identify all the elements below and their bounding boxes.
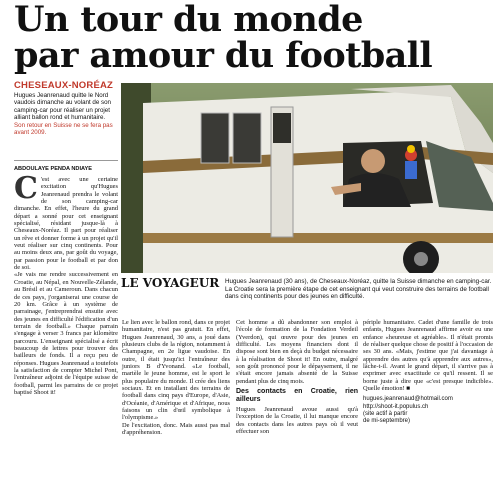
website-note: (site actif à partir — [363, 410, 408, 417]
paragraph: De l'excitation, donc. Mais aussi pas mal d'appréhension. — [122, 421, 230, 437]
website-link[interactable]: http://shoot-it.populus.ch — [363, 403, 429, 410]
contact-info — [363, 396, 493, 425]
email-link[interactable]: hugues.jeanrenaud@hotmail.com — [363, 396, 453, 403]
byline: ABDOULAYE PENDA NDIAYE — [14, 166, 93, 172]
lead-return-note: Son retour en Suisse ne se fera pas avant 2009. — [14, 121, 113, 137]
paragraph: «Je vais me rendre successivement en Croatie, au Népal, en Nouvelle-Zélande, au Brésil et au Cameroun. Dans chacun de ces pays, j'organiserai une course de 20 km. Grâce à un système de parrainage, j'entreprendrai ensuite avec des jeunes en difficulté l'édification d'un terrain de football.» Chaque parrain s'engage à verser 3 francs par kilomètre parcouru. L'enseignant spécialisé a écrit beaucoup de lettres pour trouver des bailleurs de fonds. Il a reçu peu de réponses. Hugues Jeanrenaud a toutefois la satisfaction de compter Michel Pont, l'entraîneur adjoint de l'équipe suisse de football, parmi les parrains de ce projet baptisé Shoot it! — [14, 271, 118, 396]
paragraph: 'est avec une certaine excitation qu'Hugues Jeanrenaud prendra le volant de son camping-car dimanche. En effet, l'heure du grand départ a sonné pour cet enseignant spécialisé, résidant jusque-là à Cheseaux-Noréaz. Il part pour réaliser un rêve et donner forme à un projet qu'il veut réaliser sur cinq continents. Pour au moins deux ans, par goût du voyage, par passion pour le football et par don de soi. — [14, 176, 118, 272]
photo-camping-car — [121, 83, 493, 273]
website-note: de mi-septembre) — [363, 418, 411, 425]
caption-label: LE VOYAGEUR — [121, 276, 220, 290]
article-column-1 — [14, 171, 118, 396]
subhead: Des contacts en Croatie, rien ailleurs — [236, 388, 358, 404]
headline-line-1: Un tour du monde — [14, 0, 363, 40]
location-kicker: CHESEAUX-NORÉAZ — [14, 80, 114, 91]
photo-caption — [121, 276, 493, 314]
paragraph: Hugues Jeanrenaud avoue aussi qu'à l'exception de la Croatie, il lui manque encore des contacts dans les autres pays où il veut effectuer son — [236, 406, 358, 436]
paragraph: Cet homme a dû abandonner son emploi à l'école de formation de la Fondation Verdeil (Yverdon), qui œuvre pour des jeunes en difficulté. Les moyens financiers dont il dispose sont bien en deçà du budget nécessaire à la réalisation de Shoot it! En outre, malgré son goût prononcé pour le dépaysement, il ne s'était encore jamais absenté de la Suisse pendant plus de cinq mois. — [236, 319, 358, 385]
article-column-3 — [236, 319, 358, 435]
lead-text: Hugues Jeanrenaud quitte le Nord vaudois dimanche au volant de son camping-car pour réaliser un projet alliant ballon rond et humanitaire. — [14, 92, 112, 122]
divider — [14, 160, 118, 161]
article-column-2 — [122, 319, 230, 437]
paragraph: périple humanitaire. Cadet d'une famille de trois enfants, Hugues Jeanrenaud affirme avoir eu une enfance «heureuse et agréable». Il n'était promis de réaliser quelque chose de positif à l'occasion de ses 30 ans. «Mais, j'estime que j'ai davantage à apprendre des autres qu'à apprendre aux autres», lâche-t-il. Avant le grand départ, il s'arrive pas à exprimer avec exactitude ce qu'il ressent. Il se borne juste à dire que «c'est presque indicible». Quelle émotion! ■ — [363, 319, 493, 393]
article-column-4 — [363, 319, 493, 425]
camping-car-image — [121, 83, 493, 273]
paragraph: Le lien avec le ballon rond, dans ce projet humanitaire, n'est pas gratuit. En effet, Hugues Jeanrenaud, 30 ans, a joué dans plusieurs clubs de la région, notamment à Champagne, en 2e ligue vaudoise. En outre, il était jusqu'ici l'entraîneur des juniors B d'Yvonand. «Le football, martèle le jeune homme, est le sport le plus populaire du monde. Il crée des liens sociaux. Et en installant des terrains de football dans cinq pays d'Europe, d'Asie, d'Océanie, d'Amérique et d'Afrique, nous faisons un clin d'œil symbolique à l'olympisme.» — [122, 319, 230, 422]
headline-line-2: par amour du football — [14, 35, 433, 76]
caption-text: Hugues Jeanrenaud (30 ans), de Cheseaux-Noréaz, quitte la Suisse dimanche en camping-car. La Croatie sera la première étape de cet enseignant qui veut construire des terrains de football dans cinq continents pour des jeunes en difficulté. — [225, 278, 492, 301]
lead-paragraph — [14, 92, 118, 136]
headline — [14, 2, 494, 74]
drop-cap: C — [14, 171, 38, 206]
